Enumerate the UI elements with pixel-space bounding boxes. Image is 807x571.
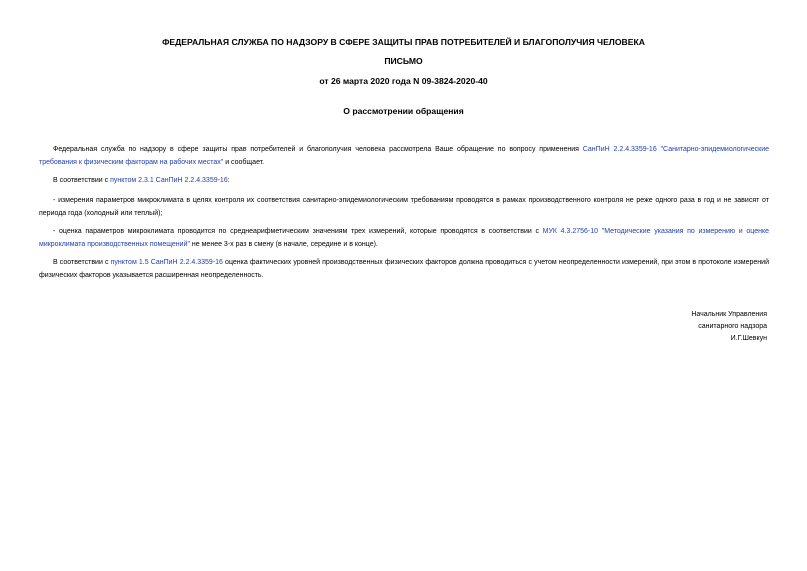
signature-block xyxy=(567,309,767,345)
document-subject: О рассмотрении обращения xyxy=(343,106,464,116)
paragraph-4-text-before: - оценка параметров микроклимата проводится по среднеарифметическим значениям трех измерений, которые проводятся в соответствии с xyxy=(53,228,543,235)
paragraph-5 xyxy=(39,257,769,282)
signature-position-line1: Начальник Управления xyxy=(691,311,767,318)
paragraph-3-text: - измерения параметров микроклимата в целях контроля их соответствия санитарно-эпидемиологическим требованиям проводятся в рамках производственного контроля не реже одного раза в год и не зависят от периода года (холодный или теплый); xyxy=(39,197,769,217)
document-date-number: от 26 марта 2020 года N 09-3824-2020-40 xyxy=(319,76,488,86)
signature-name: И.Г.Шевкун xyxy=(730,335,767,342)
document-type: ПИСЬМО xyxy=(384,56,423,66)
paragraph-1-text-before: Федеральная служба по надзору в сфере защиты прав потребителей и благополучия человека рассмотрела Ваше обращение по вопросу применения xyxy=(53,146,583,153)
signature-position-line2: санитарного надзора xyxy=(698,323,767,330)
clause-1-5-link[interactable]: пунктом 1.5 СанПиН 2.2.4.3359-16 xyxy=(110,259,223,266)
paragraph-2-text-before: В соответствии с xyxy=(53,177,111,184)
paragraph-1-text-after: и сообщает. xyxy=(223,158,265,166)
paragraph-2 xyxy=(39,175,769,188)
paragraph-3 xyxy=(39,195,769,220)
clause-2-3-1-link[interactable]: пунктом 2.3.1 СанПиН 2.2.4.3359-16 xyxy=(110,177,228,184)
sanpin-link[interactable]: СанПиН 2.2.4.3359-16 "Санитарно-эпидемиологические требования к физическим факторам на рабочих местах" xyxy=(39,146,770,166)
paragraph-2-text-after: : xyxy=(227,177,230,184)
paragraph-4 xyxy=(39,226,769,251)
paragraph-1 xyxy=(39,144,769,169)
paragraph-5-text-before: В соответствии с xyxy=(53,259,111,266)
paragraph-4-text-after: не менее 3-х раз в смену (в начале, середине и в конце). xyxy=(189,240,378,248)
muk-link[interactable]: МУК 4.3.2756-10 "Методические указания по измерению и оценке микроклимата производственных помещений" xyxy=(39,228,769,248)
agency-title: ФЕДЕРАЛЬНАЯ СЛУЖБА ПО НАДЗОРУ В СФЕРЕ ЗАЩИТЫ ПРАВ ПОТРЕБИТЕЛЕЙ И БЛАГОПОЛУЧИЯ ЧЕЛОВЕКА xyxy=(162,37,645,47)
paragraph-5-text-after: оценка фактических уровней производственных физических факторов должна проводиться с учетом неопределенности измерений, при этом в протоколе измерений физических факторов указывается расширенная неопределенность. xyxy=(39,259,769,279)
